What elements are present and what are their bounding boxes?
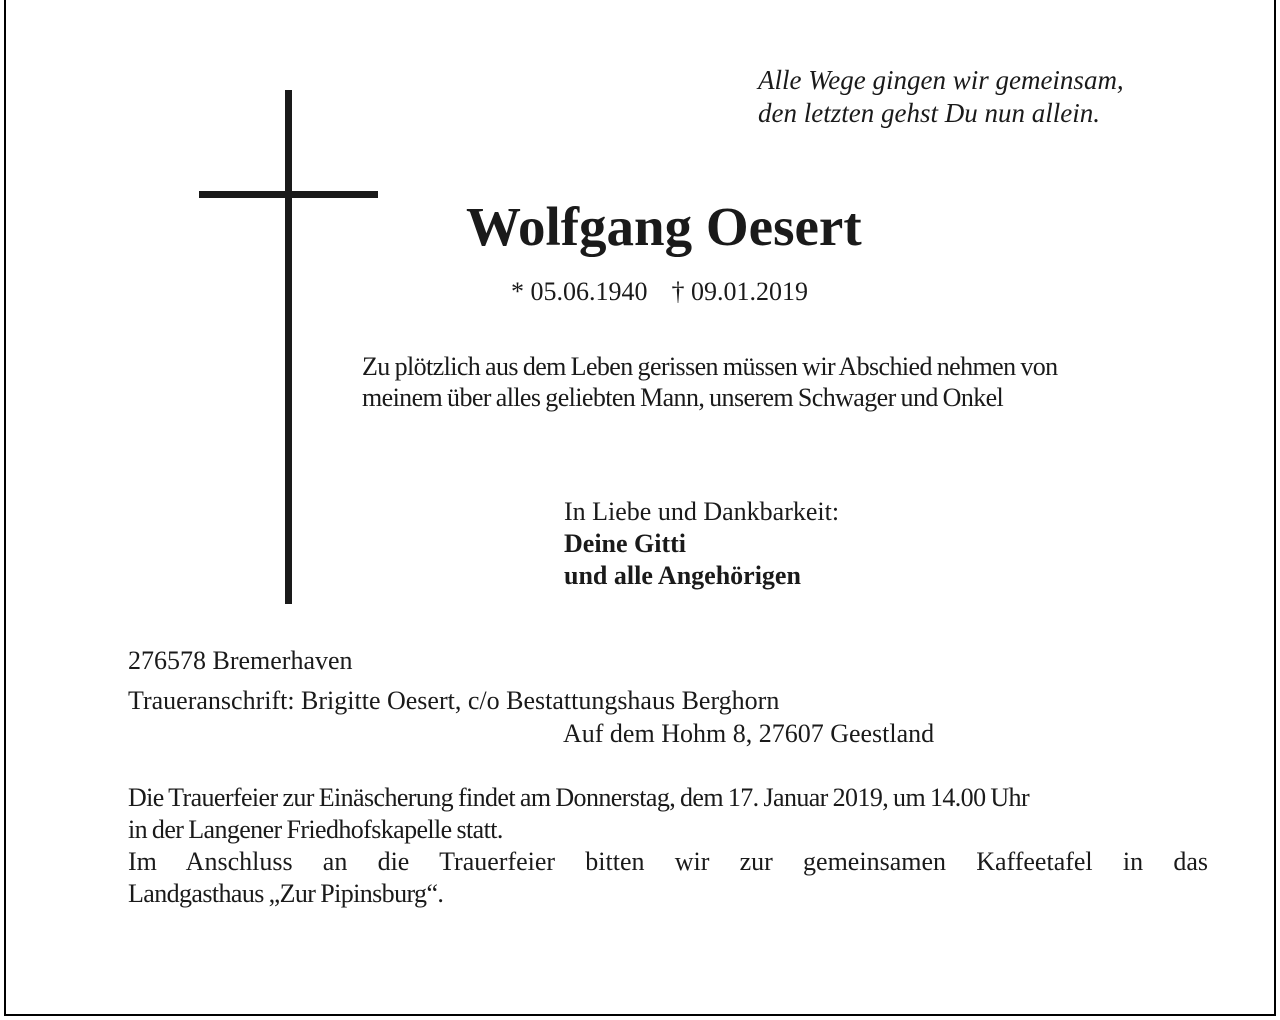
deceased-name: Wolfgang Oesert — [466, 196, 862, 257]
birth-date: * 05.06.1940 — [511, 277, 648, 306]
life-dates — [511, 276, 808, 308]
death-date: † 09.01.2019 — [671, 277, 808, 306]
ceremony-line: Im Anschluss an die Trauerfeier bitten wir zur gemeinsamen Kaffeetafel in das — [128, 847, 1208, 876]
mourning-address: Traueranschrift: Brigitte Oesert, c/o Bestattungshaus Berghorn — [128, 686, 780, 715]
mourner-name: Deine Gitti — [564, 529, 687, 558]
intro-text — [362, 351, 1058, 413]
ceremony-line: in der Langener Friedhofskapelle statt. — [128, 815, 503, 844]
mourning-address-street: Auf dem Hohm 8, 27607 Geestland — [563, 719, 935, 748]
mourner-relatives: und alle Angehörigen — [564, 561, 801, 590]
ceremony-line: Landgasthaus „Zur Pipinsburg“. — [128, 879, 444, 908]
intro-line: meinem über alles geliebten Mann, unserem Schwager und Onkel — [362, 383, 1004, 412]
verse — [758, 64, 1124, 130]
ceremony-line: Die Trauerfeier zur Einäscherung findet am Donnerstag, dem 17. Januar 2019, um 14.00 Uhr — [128, 783, 1029, 812]
verse-line: den letzten gehst Du nun allein. — [758, 98, 1100, 128]
ceremony-info — [128, 782, 1208, 910]
cross-icon-crossbar — [199, 191, 378, 198]
intro-line: Zu plötzlich aus dem Leben gerissen müssen wir Abschied nehmen von — [362, 352, 1058, 381]
city-line: 276578 Bremerhaven — [128, 646, 353, 675]
mourners-block — [564, 496, 839, 592]
mourners-heading: In Liebe und Dankbarkeit: — [564, 497, 840, 526]
verse-line: Alle Wege gingen wir gemeinsam, — [758, 65, 1124, 95]
cross-icon — [285, 90, 292, 604]
